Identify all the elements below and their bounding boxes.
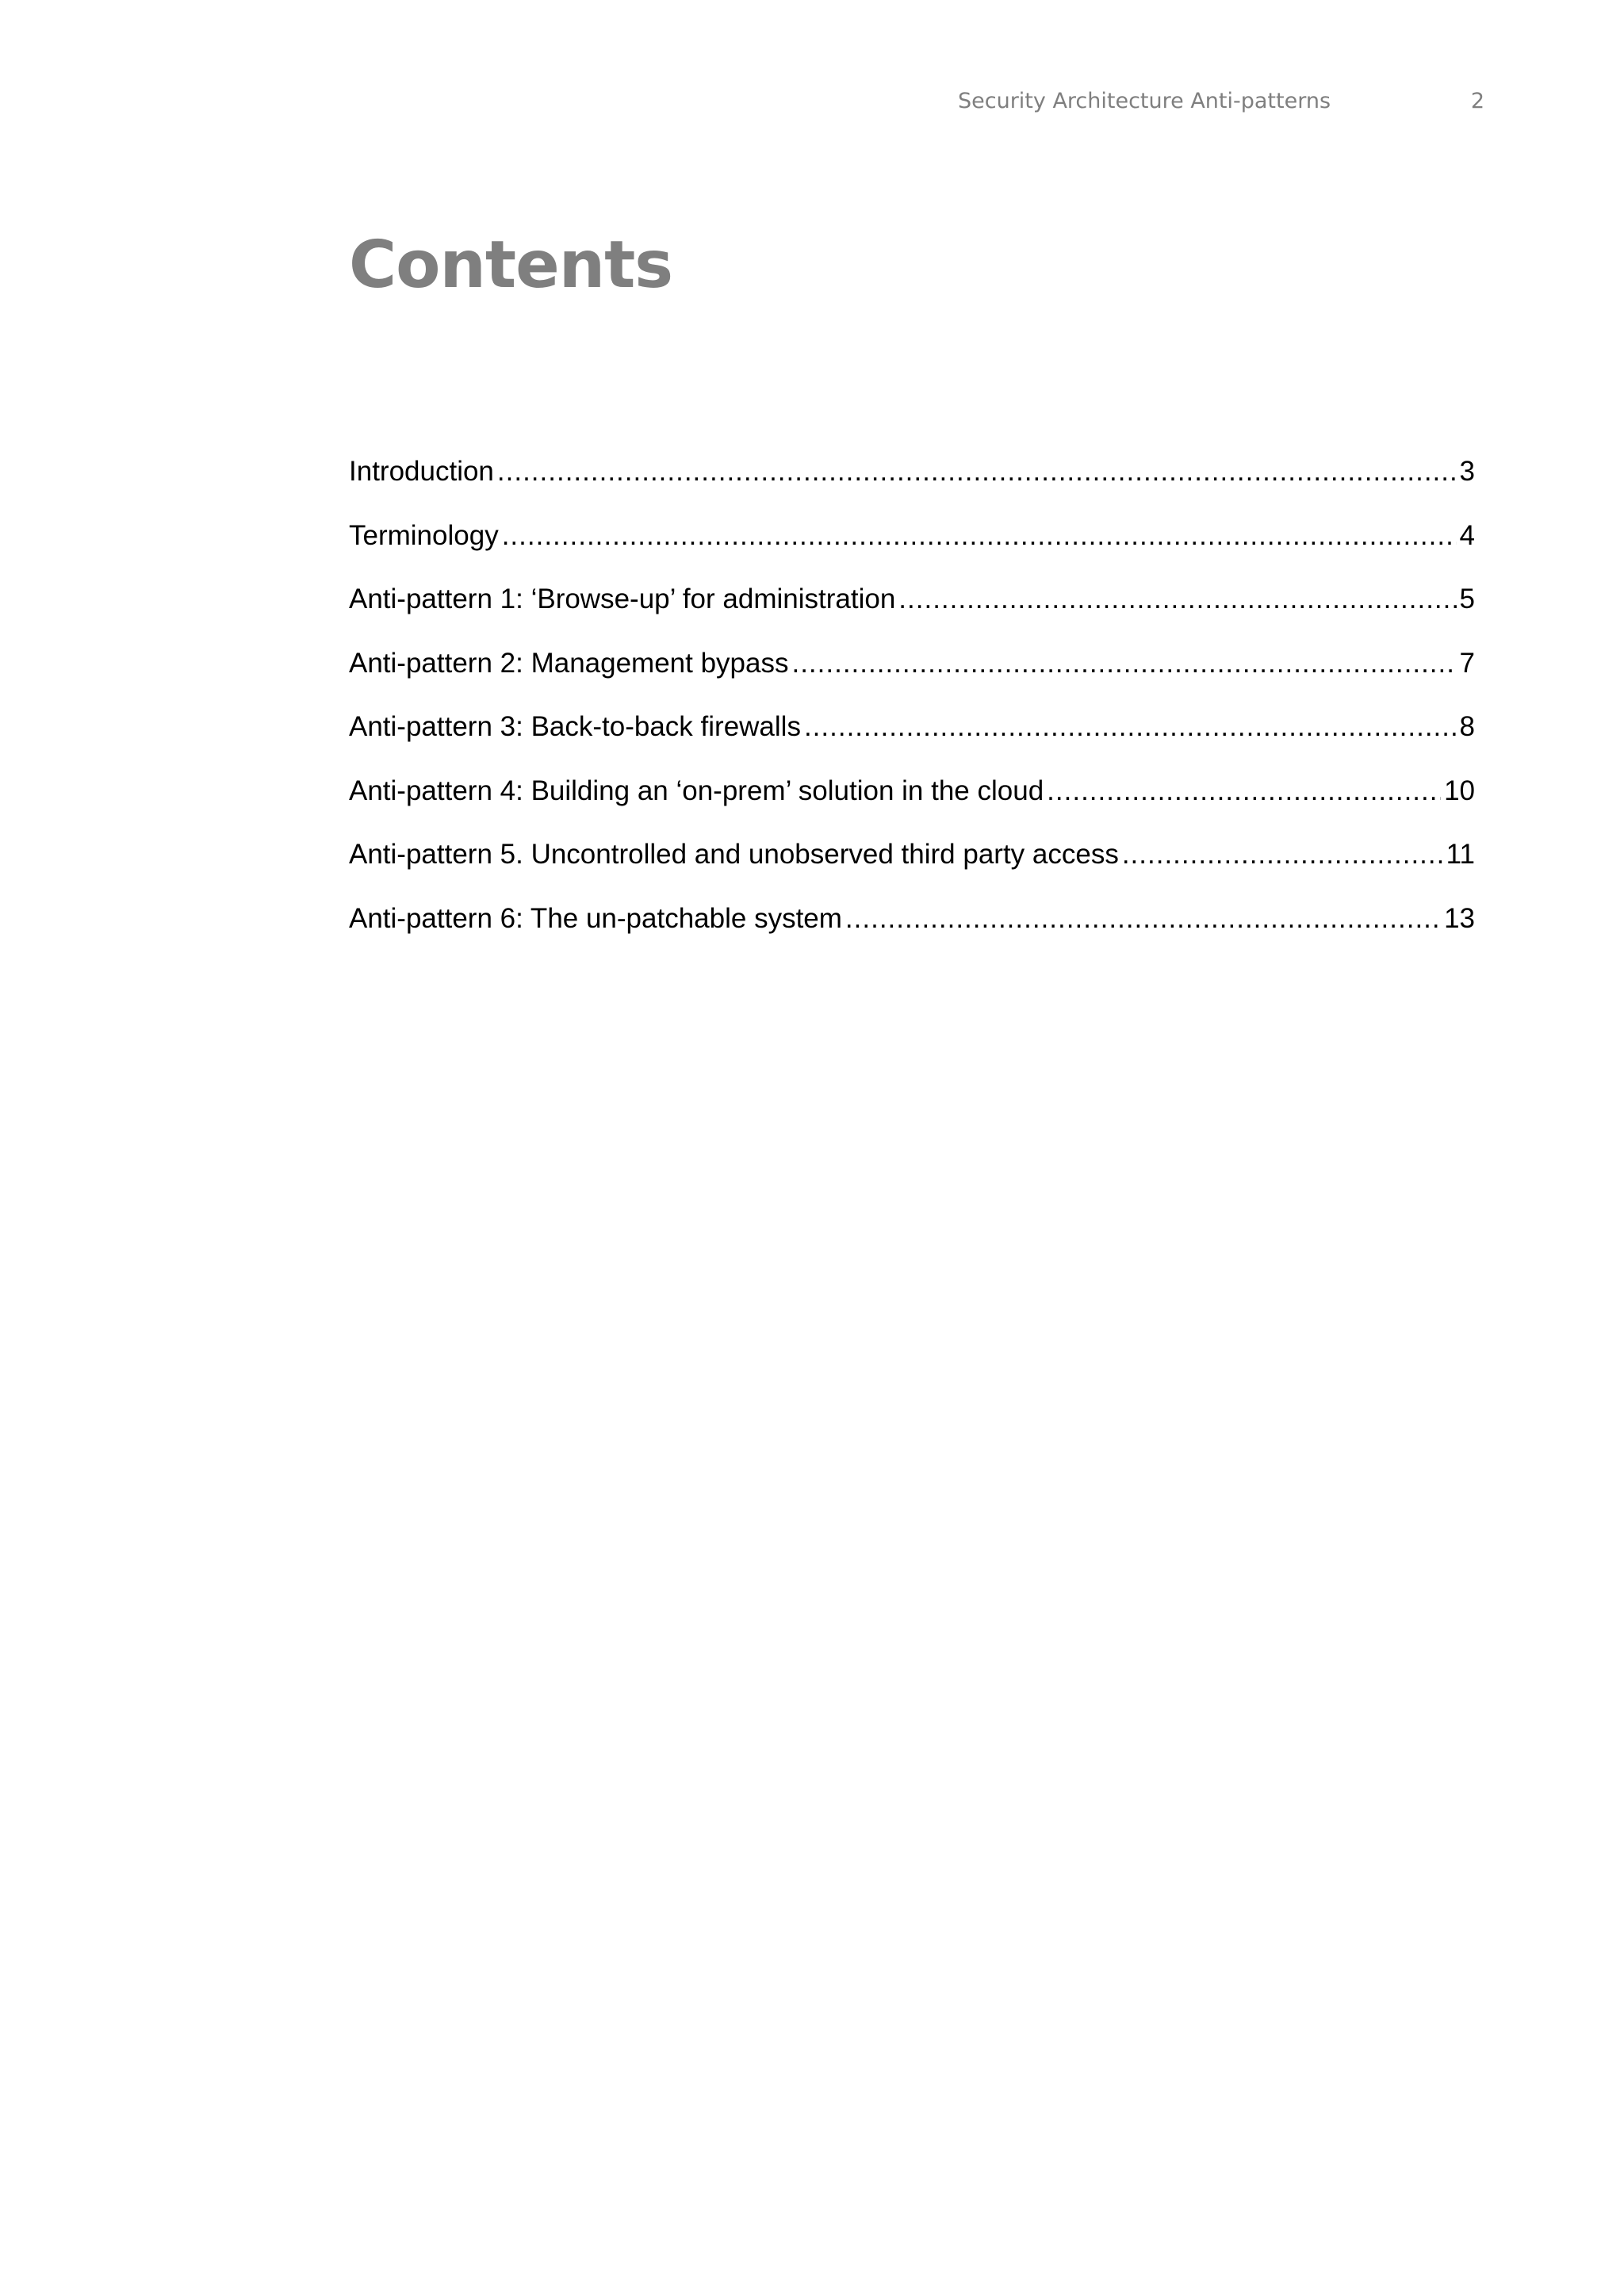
running-header [872, 86, 1484, 117]
toc-entry-label: Introduction [349, 456, 494, 487]
toc-entry-page: 4 [1459, 519, 1475, 551]
toc-dot-leader [497, 456, 1457, 488]
toc-entry-anti-pattern-5[interactable] [349, 839, 1475, 903]
toc-entry-anti-pattern-1[interactable] [349, 584, 1475, 648]
toc-entry-label: Anti-pattern 1: ‘Browse-up’ for administration [349, 584, 896, 614]
toc-entry-label: Anti-pattern 3: Back-to-back firewalls [349, 711, 801, 742]
contents-heading: Contents [349, 228, 673, 303]
table-of-contents [349, 456, 1475, 966]
document-title: Security Architecture Anti-patterns [958, 89, 1331, 113]
toc-entry-label: Anti-pattern 5. Uncontrolled and unobserved third party access [349, 839, 1119, 870]
toc-entry-anti-pattern-6[interactable] [349, 903, 1475, 967]
toc-dot-leader [791, 648, 1456, 679]
toc-entry-label: Anti-pattern 4: Building an ‘on-prem’ solution in the cloud [349, 775, 1044, 806]
page-number: 2 [1470, 89, 1484, 113]
toc-entry-label: Anti-pattern 2: Management bypass [349, 647, 789, 679]
toc-dot-leader [804, 711, 1457, 743]
toc-entry-label: Terminology [349, 519, 499, 551]
toc-dot-leader [1122, 839, 1443, 871]
toc-dot-leader [845, 903, 1441, 935]
toc-entry-page: 10 [1444, 775, 1475, 806]
toc-entry-anti-pattern-2[interactable] [349, 648, 1475, 712]
toc-dot-leader [502, 520, 1457, 552]
toc-entry-page: 8 [1459, 711, 1475, 742]
toc-entry-page: 7 [1459, 647, 1475, 679]
toc-entry-page: 11 [1446, 839, 1475, 870]
toc-entry-introduction[interactable] [349, 456, 1475, 520]
toc-entry-label: Anti-pattern 6: The un-patchable system [349, 902, 842, 934]
toc-dot-leader [898, 584, 1456, 615]
toc-entry-page: 3 [1459, 456, 1475, 487]
toc-entry-page: 13 [1444, 902, 1475, 934]
toc-entry-page: 5 [1459, 584, 1475, 614]
toc-entry-anti-pattern-3[interactable] [349, 711, 1475, 775]
toc-entry-terminology[interactable] [349, 520, 1475, 584]
toc-entry-anti-pattern-4[interactable] [349, 775, 1475, 840]
toc-dot-leader [1047, 775, 1441, 807]
